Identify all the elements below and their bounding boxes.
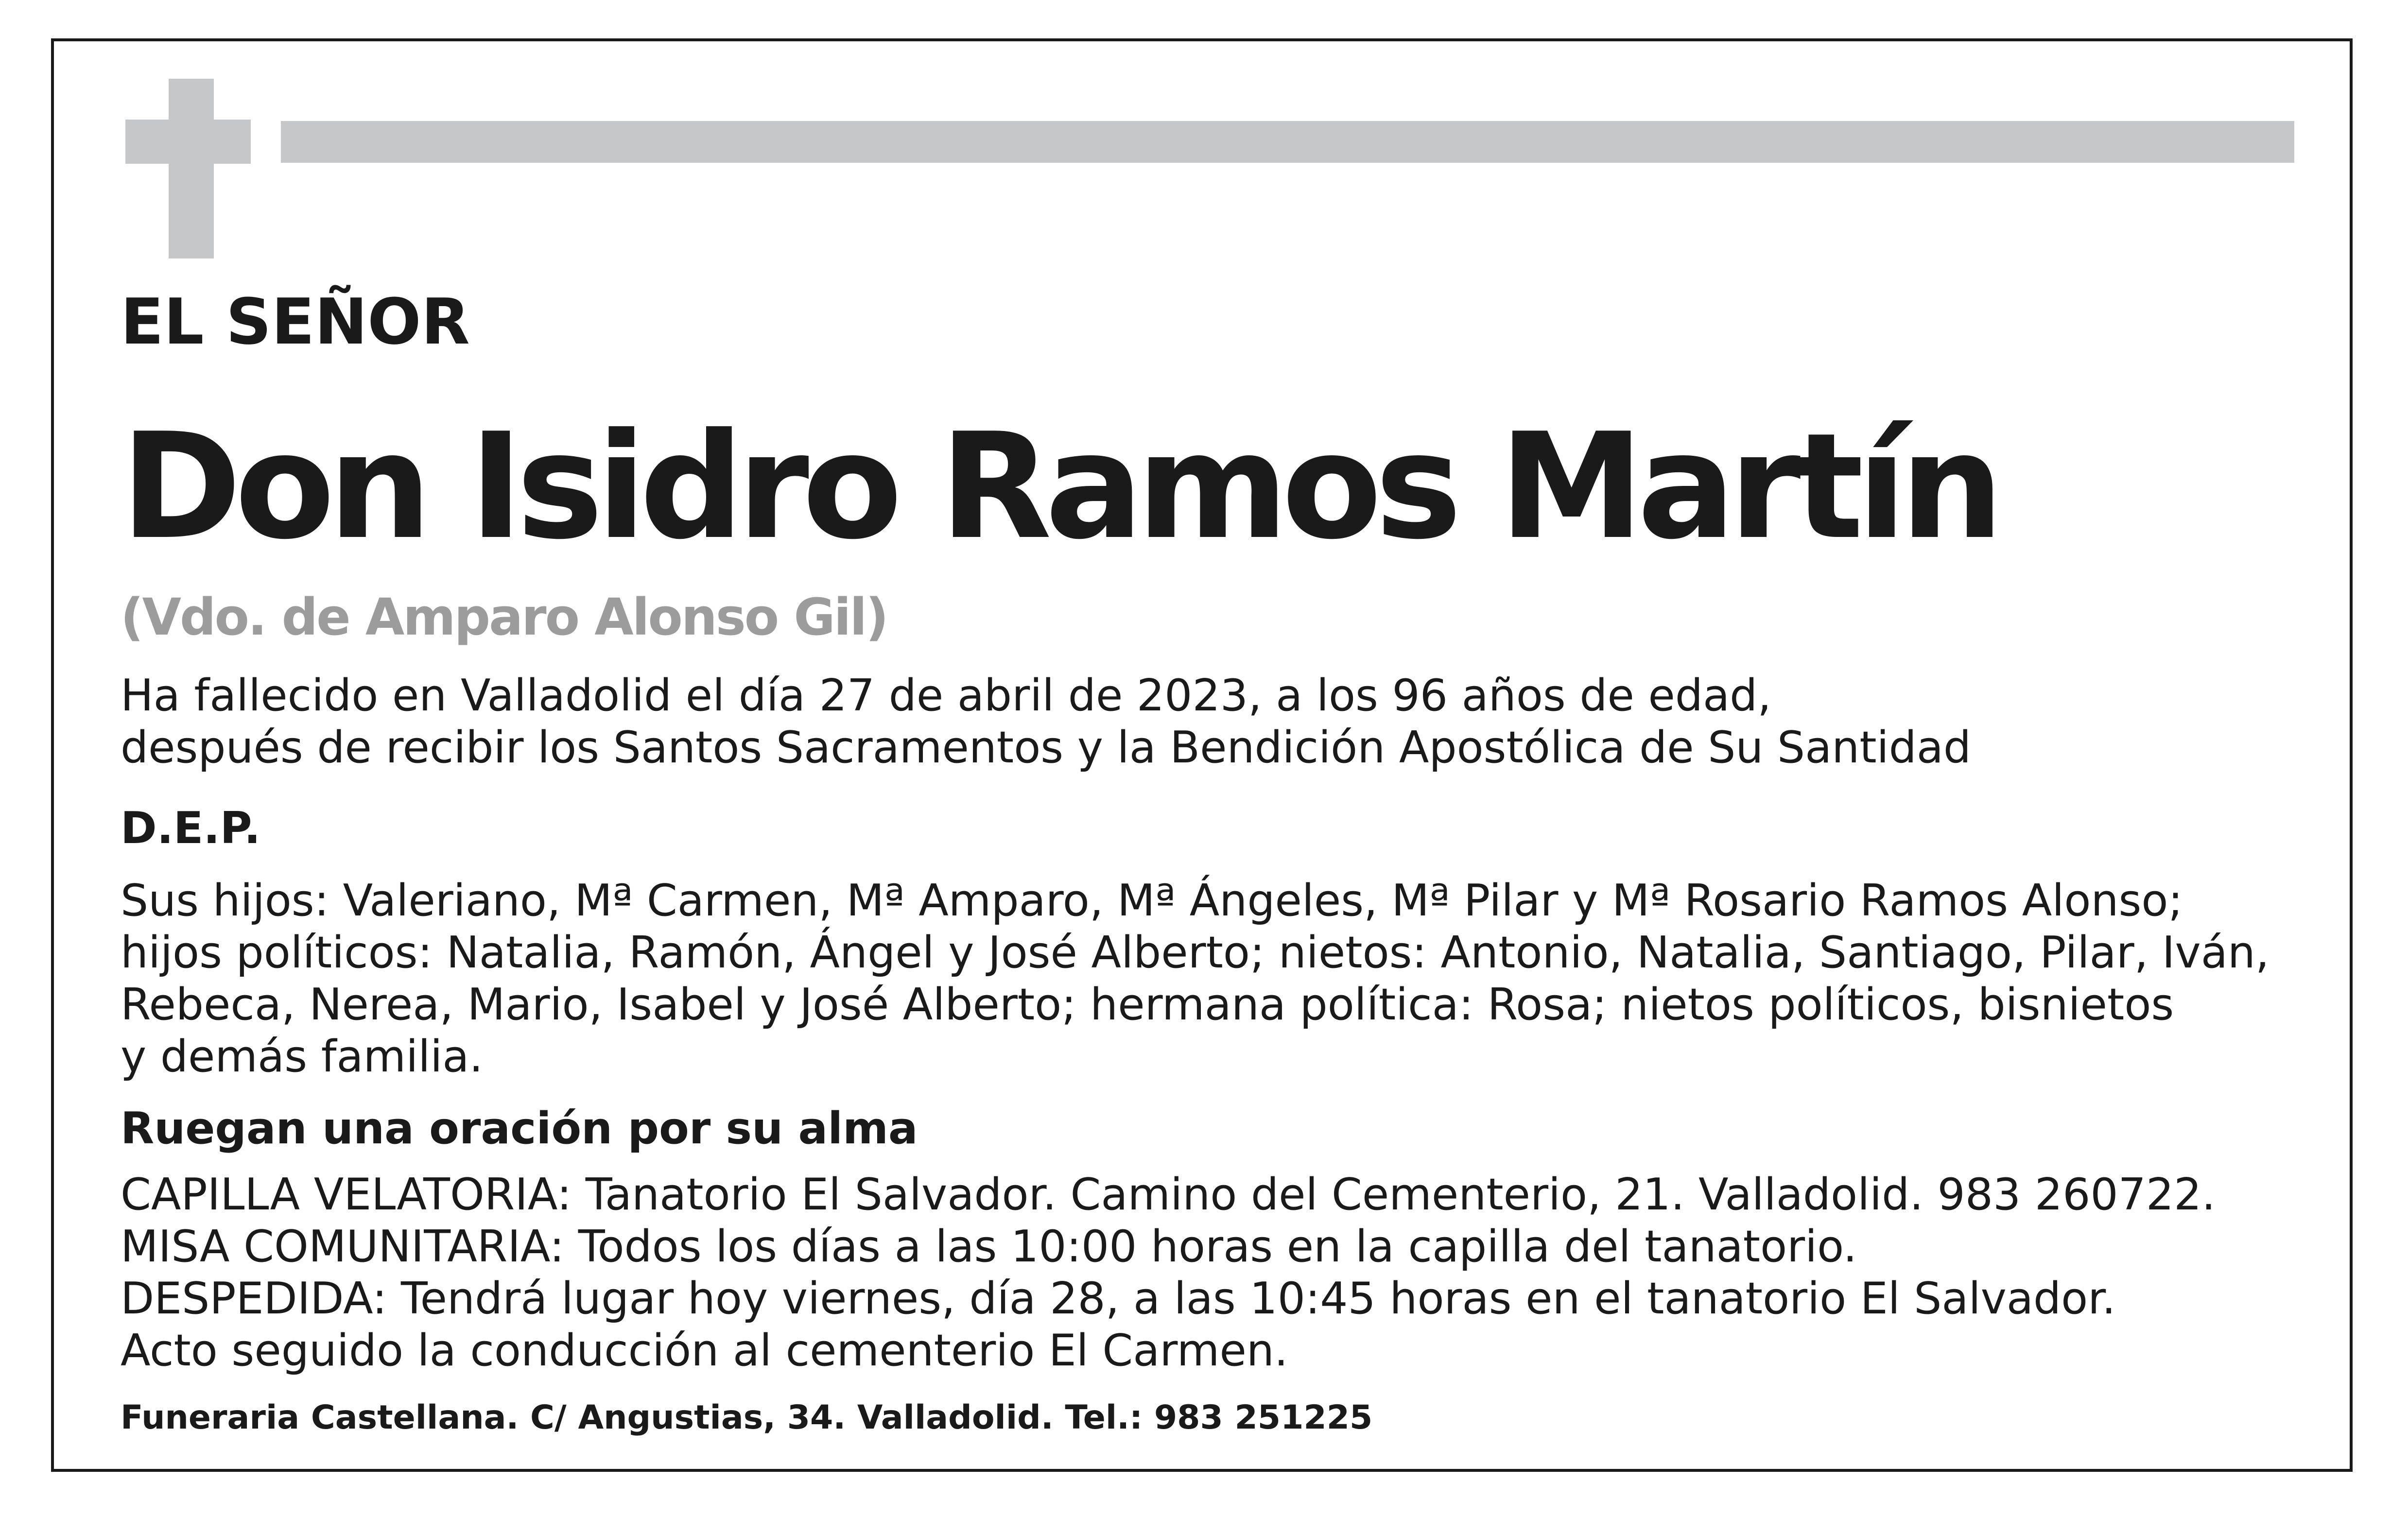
passing-line: Ha fallecido en Valladolid el día 27 de abril de 2023, a los 96 años de edad,	[121, 670, 1771, 721]
header-rule	[281, 121, 2294, 163]
service-line: DESPEDIDA: Tendrá lugar hoy viernes, día 28, a las 10:45 horas en el tanatorio El Salvador.	[121, 1273, 2116, 1324]
family-list	[121, 875, 2269, 1083]
passing-line: después de recibir los Santos Sacramentos y la Bendición Apostólica de Su Santidad	[121, 722, 1972, 773]
honorific: EL SEÑOR	[121, 285, 470, 359]
funeral-home-footer: Funeraria Castellana. C/ Angustias, 34. Valladolid. Tel.: 983 251225	[121, 1398, 1373, 1437]
deceased-name: Don Isidro Ramos Martín	[121, 402, 1997, 571]
service-line: Acto seguido la conducción al cementerio El Carmen.	[121, 1325, 1288, 1376]
cross-horizontal-bar	[125, 120, 251, 164]
family-line: hijos políticos: Natalia, Ramón, Ángel y José Alberto; nietos: Antonio, Natalia, Santiago, Pilar, Iván,	[121, 927, 2269, 978]
rip-label: D.E.P.	[121, 803, 261, 854]
prayer-request: Ruegan una oración por su alma	[121, 1103, 918, 1154]
service-line: CAPILLA VELATORIA: Tanatorio El Salvador. Camino del Cementerio, 21. Valladolid. 983 260722.	[121, 1169, 2216, 1220]
spouse-note: (Vdo. de Amparo Alonso Gil)	[121, 587, 887, 647]
family-line: Sus hijos: Valeriano, Mª Carmen, Mª Amparo, Mª Ángeles, Mª Pilar y Mª Rosario Ramos Alonso;	[121, 875, 2183, 926]
cross-vertical-bar	[169, 79, 214, 259]
service-details	[121, 1169, 2216, 1377]
passing-statement	[121, 670, 1971, 774]
family-line: Rebeca, Nerea, Mario, Isabel y José Alberto; hermana política: Rosa; nietos políticos, bisnietos	[121, 979, 2174, 1030]
service-line: MISA COMUNITARIA: Todos los días a las 10:00 horas en la capilla del tanatorio.	[121, 1221, 1857, 1272]
family-line: y demás familia.	[121, 1031, 483, 1082]
